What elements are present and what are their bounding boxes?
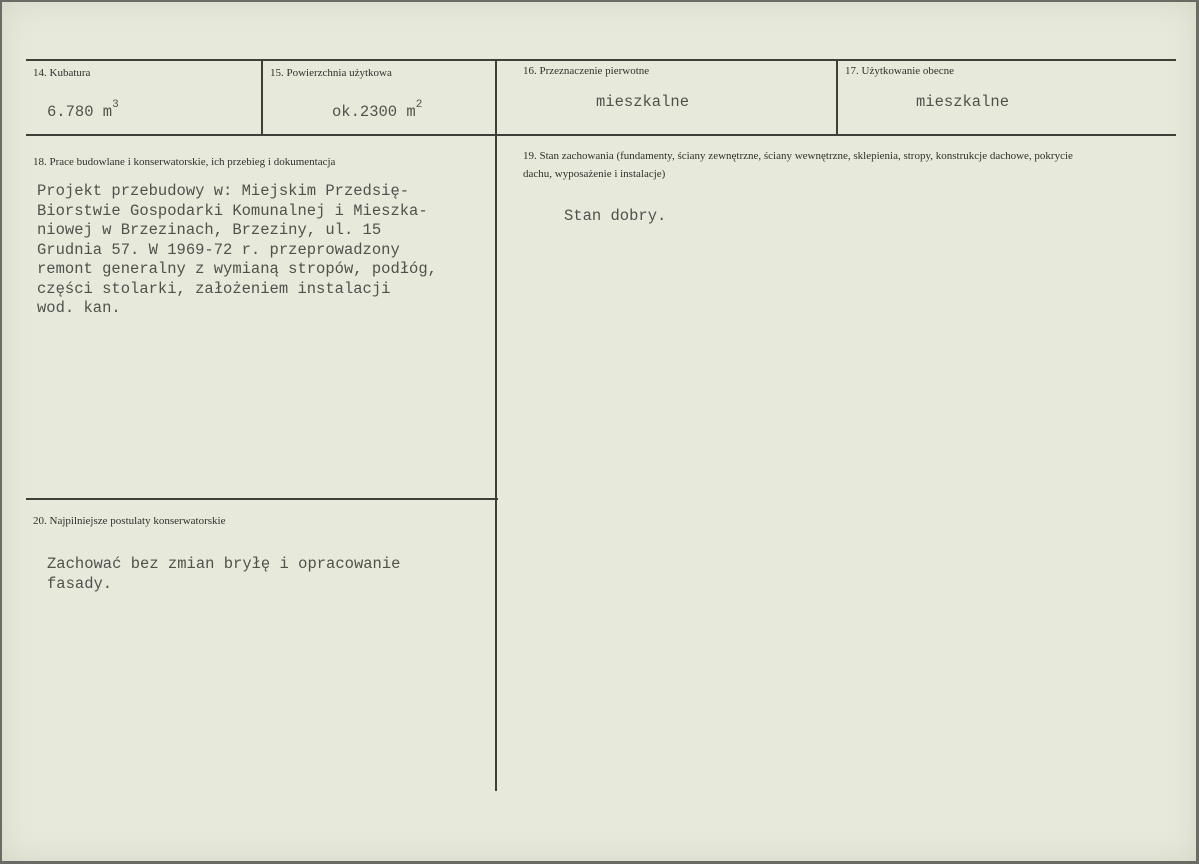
postulaty-label: 20. Najpilniejsze postulaty konserwatorskie: [33, 515, 226, 527]
prace-text: Projekt przebudowy w: Miejskim Przedsię- Biorstwie Gospodarki Komunalnej i Mieszka- niowej w Brzezinach, Brzeziny, ul. 15 Grudnia 57. W 1969-72 r. przeprowadzony remont generalny z wymianą stropów, podłóg, części stolarki, założeniem instalacji wod. kan.: [37, 182, 437, 317]
divider-14-15: [261, 59, 263, 134]
kubatura-value: [47, 99, 119, 123]
postulaty-text: Zachować bez zmian bryłę i opracowanie fasady.: [47, 555, 401, 593]
powierzchnia-number: ok.2300 m: [332, 103, 416, 121]
prace-label: 18. Prace budowlane i konserwatorskie, ich przebieg i dokumentacja: [33, 156, 336, 168]
powierzchnia-label: 15. Powierzchnia użytkowa: [270, 67, 392, 79]
record-card: [2, 2, 1196, 861]
stan-text: Stan dobry.: [564, 207, 667, 225]
uzytkowanie-label: 17. Użytkowanie obecne: [845, 65, 955, 77]
divider-main: [495, 59, 497, 791]
stan-label: 19. Stan zachowania (fundamenty, ściany zewnętrzne, ściany wewnętrzne, sklepienia, stropy, konstrukcje dachowe, pokrycie dachu, wyposażenie i instalacje): [523, 150, 1073, 180]
powierzchnia-unit-exponent: 2: [415, 99, 423, 111]
section-rule: [26, 498, 498, 500]
przeznaczenie-value: mieszkalne: [596, 93, 690, 111]
przeznaczenie-label: 16. Przeznaczenie pierwotne: [523, 65, 650, 77]
powierzchnia-value: [332, 99, 423, 123]
divider-16-17: [836, 59, 838, 134]
row-rule: [26, 134, 1176, 136]
kubatura-unit-exponent: 3: [112, 99, 119, 111]
uzytkowanie-value: mieszkalne: [916, 93, 1010, 111]
top-rule: [26, 59, 1176, 61]
kubatura-label: 14. Kubatura: [33, 67, 91, 79]
kubatura-number: 6.780 m: [47, 103, 113, 121]
